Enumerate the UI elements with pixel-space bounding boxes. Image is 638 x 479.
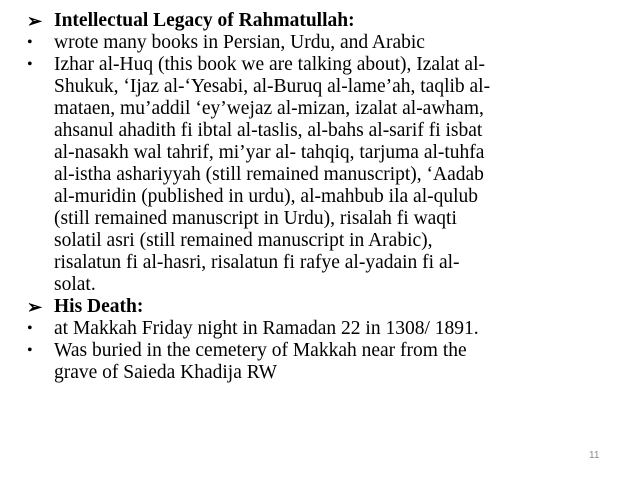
bullet-dot-icon: • (27, 320, 33, 337)
bullet-item (27, 32, 627, 54)
bullet-line: al-muridin (published in urdu), al-mahbub ila al-qulub (54, 186, 479, 207)
bullet-text (54, 32, 425, 54)
bullet-line: solatil asri (still remained manuscript in Arabic), (54, 230, 433, 251)
bullet-dot-icon: • (27, 56, 33, 73)
section-heading-legacy (27, 10, 627, 32)
bullet-line: al-nasakh wal tahrif, mi’yar al- tahqiq, tarjuma al-tuhfa (54, 142, 485, 163)
bullet-item (27, 318, 627, 340)
bullet-line: at Makkah Friday night in Ramadan 22 in 1308/ 1891. (54, 318, 479, 339)
bullet-item (27, 340, 627, 384)
bullet-line: al-istha ashariyyah (still remained manuscript), ‘Aadab (54, 164, 484, 185)
bullet-item (27, 54, 627, 296)
bullet-line: mataen, mu’addil ‘ey’wejaz al-mizan, izalat al-awham, (54, 98, 484, 119)
bullet-line: ahsanul ahadith fi ibtal al-taslis, al-bahs al-sarif fi isbat (54, 120, 483, 141)
arrow-bullet-icon: ➢ (27, 11, 43, 31)
page-number: 11 (589, 450, 600, 461)
bullet-line: Shukuk, ‘Ijaz al-‘Yesabi, al-Buruq al-lame’ah, taqlib al- (54, 76, 491, 97)
section-heading-death (27, 296, 627, 318)
bullet-line: solat. (54, 274, 96, 295)
bullet-text (54, 340, 467, 384)
bullet-text (54, 54, 490, 296)
heading-text: His Death: (54, 296, 144, 317)
bullet-dot-icon: • (27, 342, 33, 359)
bullet-line: grave of Saieda Khadija RW (54, 362, 278, 383)
bullet-text (54, 318, 479, 340)
slide-body (27, 10, 627, 384)
bullet-line: Was buried in the cemetery of Makkah near from the (54, 340, 467, 361)
arrow-bullet-icon: ➢ (27, 297, 43, 317)
bullet-line: (still remained manuscript in Urdu), risalah fi waqti (54, 208, 457, 229)
bullet-line: Izhar al-Huq (this book we are talking about), Izalat al- (54, 54, 485, 75)
bullet-dot-icon: • (27, 34, 33, 51)
bullet-line: risalatun fi al-hasri, risalatun fi rafye al-yadain fi al- (54, 252, 460, 273)
heading-text: Intellectual Legacy of Rahmatullah: (54, 10, 355, 31)
bullet-line: wrote many books in Persian, Urdu, and Arabic (54, 32, 425, 53)
